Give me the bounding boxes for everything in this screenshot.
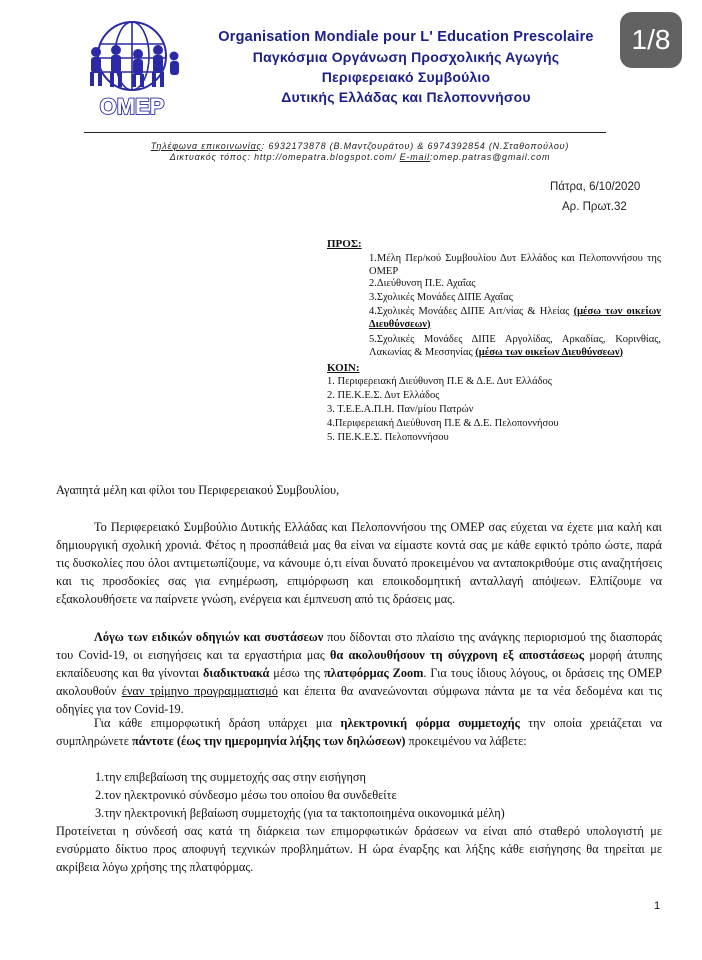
org-region: Δυτικής Ελλάδας και Πελοποννήσου [281,89,531,105]
cc-item: 1. Περιφερειακή Διεύθυνση Π.Ε & Δ.Ε. Δυτ Ελλάδος [327,376,552,387]
email-link[interactable]: :omep.patras@gmail.com [429,152,551,162]
protocol-number: Αρ. Πρωτ.32 [562,201,627,213]
cc-item: 3. Τ.Ε.Ε.Α.Π.Η. Παν/μίου Πατρών [327,404,474,415]
org-name-french: Organisation Mondiale pour L' Education Prescolaire [218,29,594,45]
page-number: 1 [654,900,661,912]
email-label: E-mail [399,152,430,162]
list-item: 1.την επιβεβαίωση της συμμετοχής σας στην εισήγηση [95,770,366,784]
cc-item: 2. ΠΕ.Κ.Ε.Σ. Δυτ Ελλάδος [327,390,440,401]
list-item: 3.την ηλεκτρονική βεβαίωση συμμετοχής (για τα τακτοποιημένα οικονομικά μέλη) [95,806,505,820]
to-item: 1.Μέλη Περ/κού Συμβουλίου Δυτ Ελλάδος και Πελοποννήσου της ΟΜΕΡ [369,253,661,277]
page-counter-badge[interactable]: 1/8 [620,12,682,68]
contact-web [100,152,620,162]
phone-label: Τηλέφωνα επικοινωνίας [150,141,262,151]
phone-numbers: : 6932173878 (Β.Μαντζουράτου) & 6974392854 (Ν.Σταθοπούλου) [261,141,570,151]
web-link[interactable]: http://omepatra.blogspot.com/ [254,152,397,162]
contact-phones [100,141,620,151]
paragraph-covid-measures: Λόγω των ειδικών οδηγιών και συστάσεων που δίδονται στο πλαίσιο της ανάγκης περιορισμού της διασποράς του Covid-19, οι εισηγήσεις και τα εργαστήρια μας θα ακολουθήσουν τη σύγχρονη εξ αποστάσεως μορφή άτυπης εκπαίδευσης και θα γίνονται διαδικτυακά μέσω της πλατφόρμας Zoom. Για τους ίδιους λόγους, οι δράσεις της ΟΜΕΡ ακολουθούν έναν τρίμηνο προγραμματισμό και έπειτα θα ανανεώνονται σύμφωνα πάντα με τα νέα δεδομένα και τις οδηγίες για τον Covid-19. [56,630,663,716]
header-divider [84,132,606,133]
cc-item: 4.Περιφερειακή Διεύθυνση Π.Ε & Δ.Ε. Πελοποννήσου [327,418,559,429]
omep-logo [78,14,186,122]
to-item: 5.Σχολικές Μονάδες ΔΙΠΕ Αργολίδας, Αρκαδίας, Κορινθίας, Λακωνίας & Μεσσηνίας (μέσω των οικείων Διευθύνσεων) [369,334,661,358]
to-label: ΠΡΟΣ: [327,238,362,250]
org-name-greek: Παγκόσμια Οργάνωση Προσχολικής Αγωγής [252,49,560,65]
cc-item: 5. ΠΕ.Κ.Ε.Σ. Πελοποννήσου [327,432,449,443]
to-item: 4.Σχολικές Μονάδες ΔΙΠΕ Αιτ/νίας & Ηλείας (μέσω των οικείων Διευθύνσεων) [369,306,661,330]
globe-children-icon [78,14,186,122]
web-label: Δικτυακός τόπος: [169,152,255,162]
cc-label: ΚΟΙΝ: [327,362,360,374]
paragraph-connection-advice: Προτείνεται η σύνδεσή σας κατά τη διάρκεια των επιμορφωτικών δράσεων να είναι από σταθερό υπολογιστή με ενσύρματο δίκτυο προς αποφυγή τεχνικών προβλημάτων. Η ώρα έναρξης και λήξης κάθε εισήγησης θα τηρείται με ακρίβεια λόγω χρήσης της πλατφόρμας. [56,824,662,874]
paragraph-wishes: Το Περιφερειακό Συμβούλιο Δυτικής Ελλάδας και Πελοποννήσου της ΟΜΕΡ σας εύχεται να έχετε μια καλή και δημιουργική σχολική χρονιά. Φέτος η προσπάθειά μας θα είναι να είμαστε κοντά σας με κάθε εφικτό τρόπο ώστε, παρά τις δυσκολίες που όλοι αντιμετωπίζουμε, να κάνουμε ό,τι είναι δυνατό προκειμένου να ανταποκριθούμε στις αναζητήσεις και τις προσδοκίες σας για ενημέρωση, επιμόρφωση και εποικοδομητική ανταλλαγή απόψεων. Ελπίζουμε να εξακολουθήσετε να παίρνετε γνώση, ενέργεια και έμπνευση από τις δράσεις μας. [56,520,662,606]
paragraph-registration-form: Για κάθε επιμορφωτική δράση υπάρχει μια ηλεκτρονική φόρμα συμμετοχής την οποία χρειάζεται να συμπληρώνετε πάντοτε (έως την ημερομηνία λήξης των δηλώσεων) προκειμένου να λάβετε: [56,716,662,748]
org-council: Περιφερειακό Συμβούλιο [321,69,491,85]
list-item: 2.τον ηλεκτρονικό σύνδεσμο μέσω του οποίου θα συνδεθείτε [95,788,397,802]
greeting: Αγαπητά μέλη και φίλοι του Περιφερειακού Συμβουλίου, [56,483,340,497]
to-item: 2.Διεύθυνση Π.Ε. Αχαΐας [369,278,476,289]
to-item: 3.Σχολικές Μονάδες ΔΙΠΕ Αχαΐας [369,292,513,303]
letter-date: Πάτρα, 6/10/2020 [550,181,641,193]
logo-text: OMEP [99,94,165,119]
